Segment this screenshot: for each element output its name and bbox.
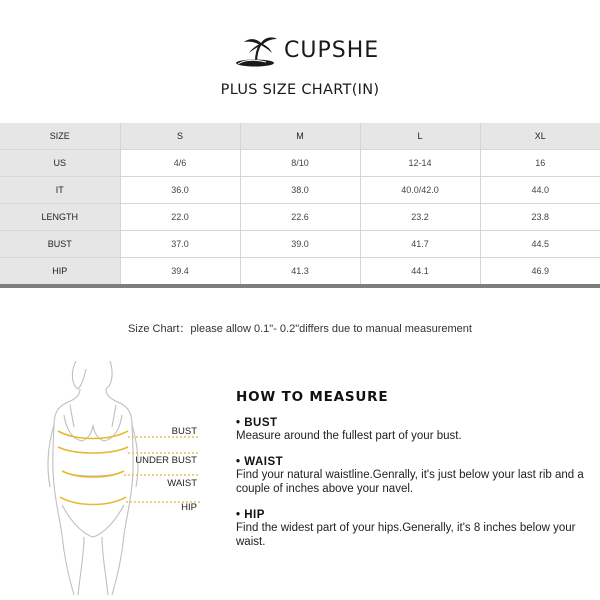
- measurement-bands: [58, 431, 128, 505]
- table-cell: 36.0: [120, 177, 240, 204]
- table-cell: 12-14: [360, 150, 480, 177]
- table-cell: 22.6: [240, 204, 360, 231]
- how-to-measure-title: HOW TO MEASURE: [236, 389, 389, 405]
- measure-item-bust: [236, 417, 586, 443]
- table-cell: 38.0: [240, 177, 360, 204]
- row-label: LENGTH: [0, 204, 120, 231]
- row-label: IT: [0, 177, 120, 204]
- palm-tree-island-icon: [234, 34, 280, 68]
- brand-name: CUPSHE: [284, 38, 380, 63]
- row-label: US: [0, 150, 120, 177]
- table-cell: 39.0: [240, 231, 360, 258]
- table-row: [0, 150, 600, 177]
- table-cell: 8/10: [240, 150, 360, 177]
- table-row: [0, 204, 600, 231]
- measure-item-description: Find the widest part of your hips.Generally, it's 8 inches below your waist.: [236, 522, 576, 548]
- body-measurement-figure: [40, 355, 210, 600]
- table-cell: 44.1: [360, 258, 480, 287]
- table-row: [0, 231, 600, 258]
- measure-item-hip: [236, 509, 586, 549]
- table-cell: 22.0: [120, 204, 240, 231]
- table-cell: 39.4: [120, 258, 240, 287]
- size-chart-note: Size Chart：please allow 0.1"- 0.2"differs due to manual measurement: [128, 323, 472, 335]
- table-cell: 41.3: [240, 258, 360, 287]
- table-cell: 40.0/42.0: [360, 177, 480, 204]
- header-cell: SIZE: [0, 123, 120, 150]
- table-row: [0, 177, 600, 204]
- measure-item-title: • HIP: [236, 509, 265, 521]
- table-header-row: [0, 123, 600, 150]
- table-cell: 46.9: [480, 258, 600, 287]
- bust-label: BUST: [171, 426, 197, 437]
- hip-band: [60, 497, 126, 505]
- header-cell: S: [120, 123, 240, 150]
- table-cell: 44.0: [480, 177, 600, 204]
- hip-label: HIP: [181, 502, 197, 513]
- table-cell: 4/6: [120, 150, 240, 177]
- bust-band: [58, 431, 128, 439]
- measure-item-description: Measure around the fullest part of your bust.: [236, 430, 462, 442]
- how-to-measure-section: [236, 389, 586, 562]
- under-bust-label: UNDER BUST: [135, 455, 197, 466]
- table-cell: 44.5: [480, 231, 600, 258]
- table-row: [0, 258, 600, 287]
- waist-label: WAIST: [167, 478, 197, 489]
- size-chart-table: [0, 123, 600, 288]
- table-cell: 37.0: [120, 231, 240, 258]
- header-cell: L: [360, 123, 480, 150]
- table-cell: 23.2: [360, 204, 480, 231]
- table-cell: 41.7: [360, 231, 480, 258]
- body-outline: [48, 361, 138, 595]
- measure-item-waist: [236, 456, 586, 496]
- measure-item-title: • WAIST: [236, 456, 284, 468]
- measure-item-title: • BUST: [236, 417, 278, 429]
- row-label: BUST: [0, 231, 120, 258]
- table-cell: 16: [480, 150, 600, 177]
- header-cell: XL: [480, 123, 600, 150]
- table-cell: 23.8: [480, 204, 600, 231]
- header-cell: M: [240, 123, 360, 150]
- row-label: HIP: [0, 258, 120, 287]
- measure-item-description: Find your natural waistline.Genrally, it's just below your last rib and a couple of inches above your navel.: [236, 469, 584, 495]
- chart-title: PLUS SIZE CHART(IN): [220, 82, 380, 98]
- measurement-leaders: [124, 437, 200, 502]
- under-bust-band: [58, 447, 128, 453]
- brand-header: [0, 34, 600, 70]
